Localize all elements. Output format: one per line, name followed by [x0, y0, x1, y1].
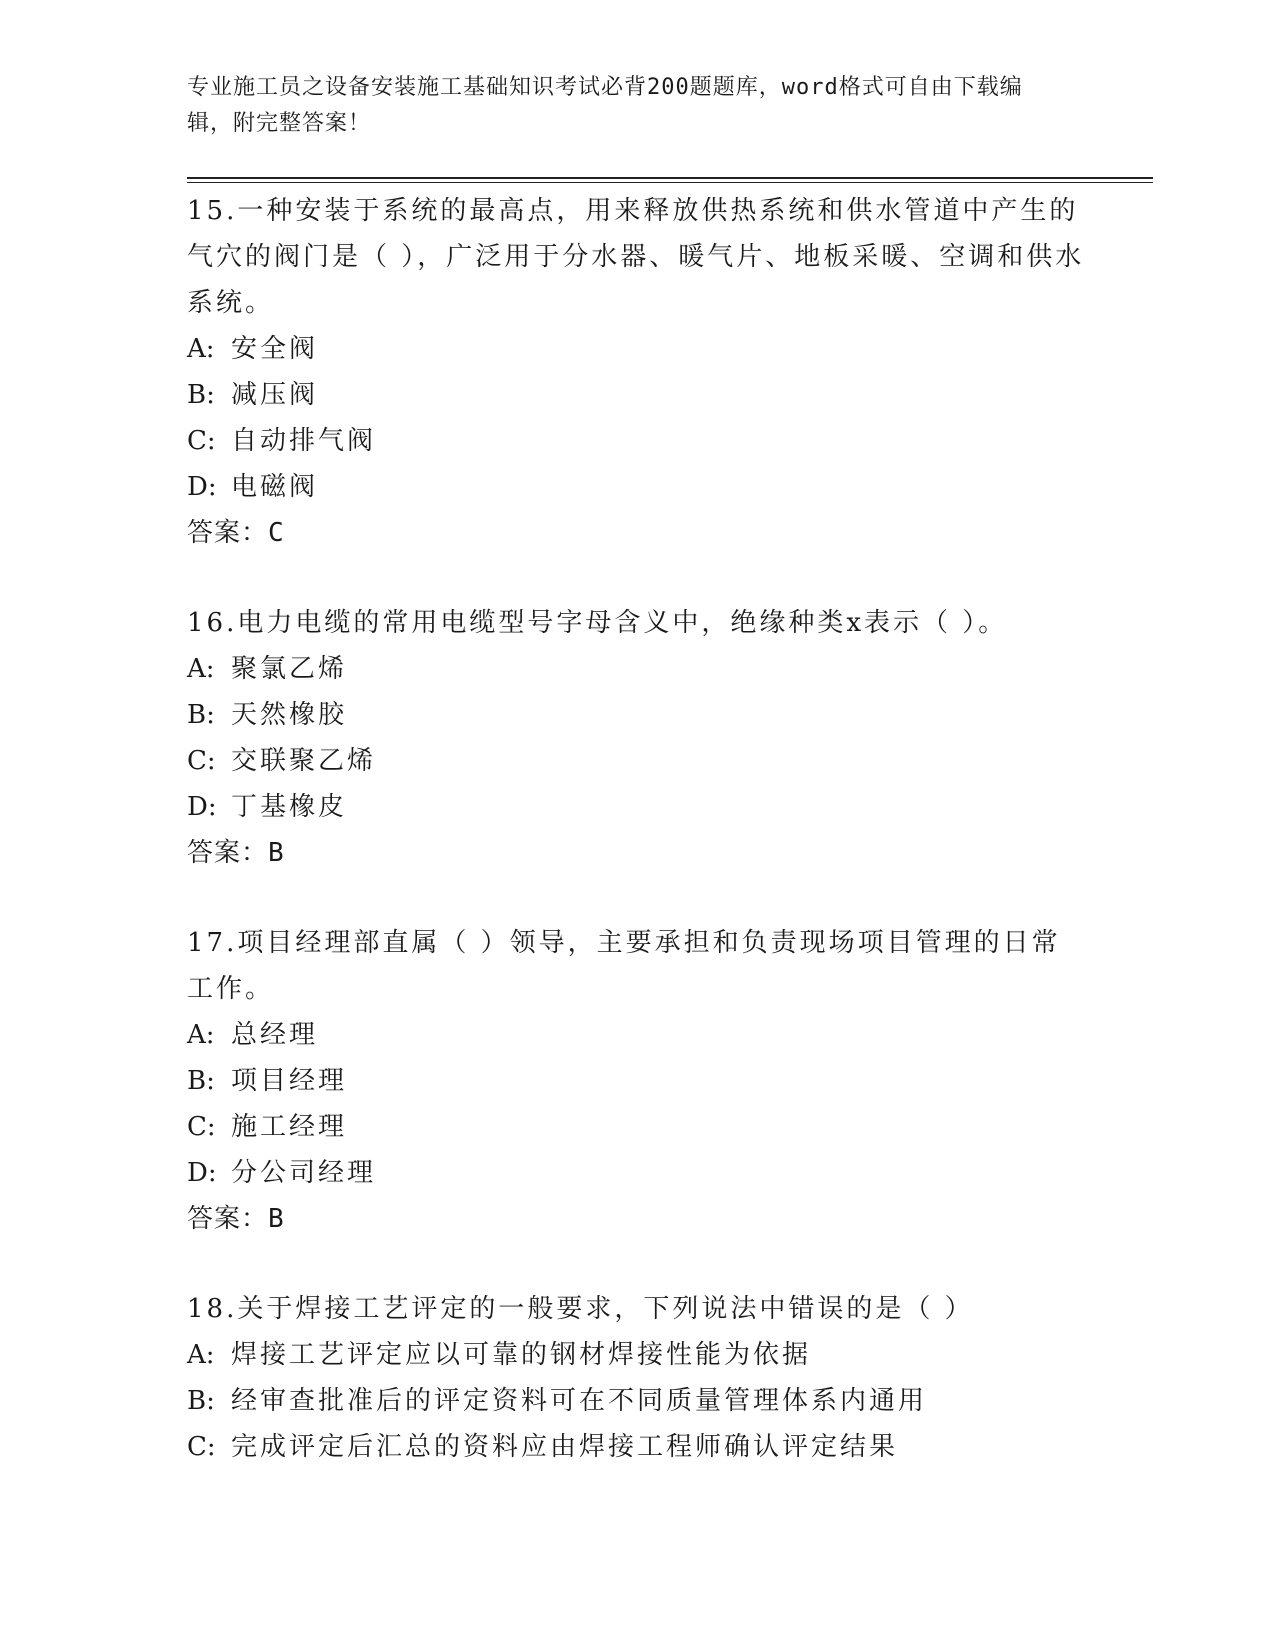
option-text: 焊接工艺评定应以可靠的钢材焊接性能为依据	[231, 1340, 812, 1370]
option-text: 交联聚乙烯	[231, 746, 377, 776]
option-a	[187, 1332, 1087, 1378]
document-header: 专业施工员之设备安装施工基础知识考试必背200题题库，word格式可自由下载编辑，附完整答案！	[187, 75, 1023, 136]
option-text: 总经理	[231, 1020, 319, 1050]
option-text: 丁基橡皮	[231, 792, 348, 822]
option-text: 安全阀	[231, 334, 319, 364]
option-letter: B:	[187, 700, 215, 730]
option-letter: D:	[187, 472, 217, 502]
answer-line: 答案：C	[187, 518, 285, 548]
option-b	[187, 692, 1087, 738]
option-letter: C:	[187, 426, 216, 456]
question-stem: 15.一种安装于系统的最高点，用来释放供热系统和供水管道中产生的气穴的阀门是（ ），广泛用于分水器、暖气片、地板采暖、空调和供水系统。	[187, 196, 1085, 318]
option-text: 聚氯乙烯	[231, 654, 348, 684]
option-letter: B:	[187, 1386, 215, 1416]
option-letter: A:	[187, 1340, 215, 1370]
option-b	[187, 1378, 1087, 1424]
question-stem: 16.电力电缆的常用电缆型号字母含义中，绝缘种类x表示（ ）。	[187, 608, 1008, 638]
option-d	[187, 784, 1087, 830]
option-a	[187, 1012, 1087, 1058]
option-text: 分公司经理	[231, 1158, 377, 1188]
option-d	[187, 1150, 1087, 1196]
option-c	[187, 738, 1087, 784]
option-text: 项目经理	[231, 1066, 348, 1096]
question-stem: 17.项目经理部直属（ ）领导，主要承担和负责现场项目管理的日常工作。	[187, 928, 1061, 1004]
question-18	[187, 1286, 1087, 1470]
option-letter: A:	[187, 334, 215, 364]
option-text: 电磁阀	[231, 472, 319, 502]
option-c	[187, 1104, 1087, 1150]
option-letter: D:	[187, 1158, 217, 1188]
question-16	[187, 600, 1087, 876]
option-text: 天然橡胶	[231, 700, 348, 730]
answer-line: 答案：B	[187, 838, 285, 868]
header-divider-thin	[187, 182, 1153, 183]
option-a	[187, 646, 1087, 692]
option-c	[187, 418, 1087, 464]
option-a	[187, 326, 1087, 372]
option-letter: B:	[187, 380, 215, 410]
question-15	[187, 188, 1087, 556]
option-letter: D:	[187, 792, 217, 822]
option-letter: C:	[187, 1432, 216, 1462]
option-letter: C:	[187, 1112, 216, 1142]
question-17	[187, 920, 1087, 1242]
option-text: 完成评定后汇总的资料应由焊接工程师确认评定结果	[231, 1432, 899, 1462]
question-list	[187, 188, 1087, 1514]
option-letter: C:	[187, 746, 216, 776]
option-text: 经审查批准后的评定资料可在不同质量管理体系内通用	[231, 1386, 928, 1416]
option-text: 施工经理	[231, 1112, 348, 1142]
option-text: 自动排气阀	[231, 426, 377, 456]
header-divider-thick	[187, 177, 1153, 179]
answer-line: 答案：B	[187, 1204, 285, 1234]
question-stem: 18.关于焊接工艺评定的一般要求，下列说法中错误的是（ ）	[187, 1294, 974, 1324]
option-text: 减压阀	[231, 380, 319, 410]
option-b	[187, 372, 1087, 418]
option-b	[187, 1058, 1087, 1104]
option-letter: B:	[187, 1066, 215, 1096]
option-letter: A:	[187, 654, 215, 684]
option-c	[187, 1424, 1087, 1470]
option-letter: A:	[187, 1020, 215, 1050]
option-d	[187, 464, 1087, 510]
